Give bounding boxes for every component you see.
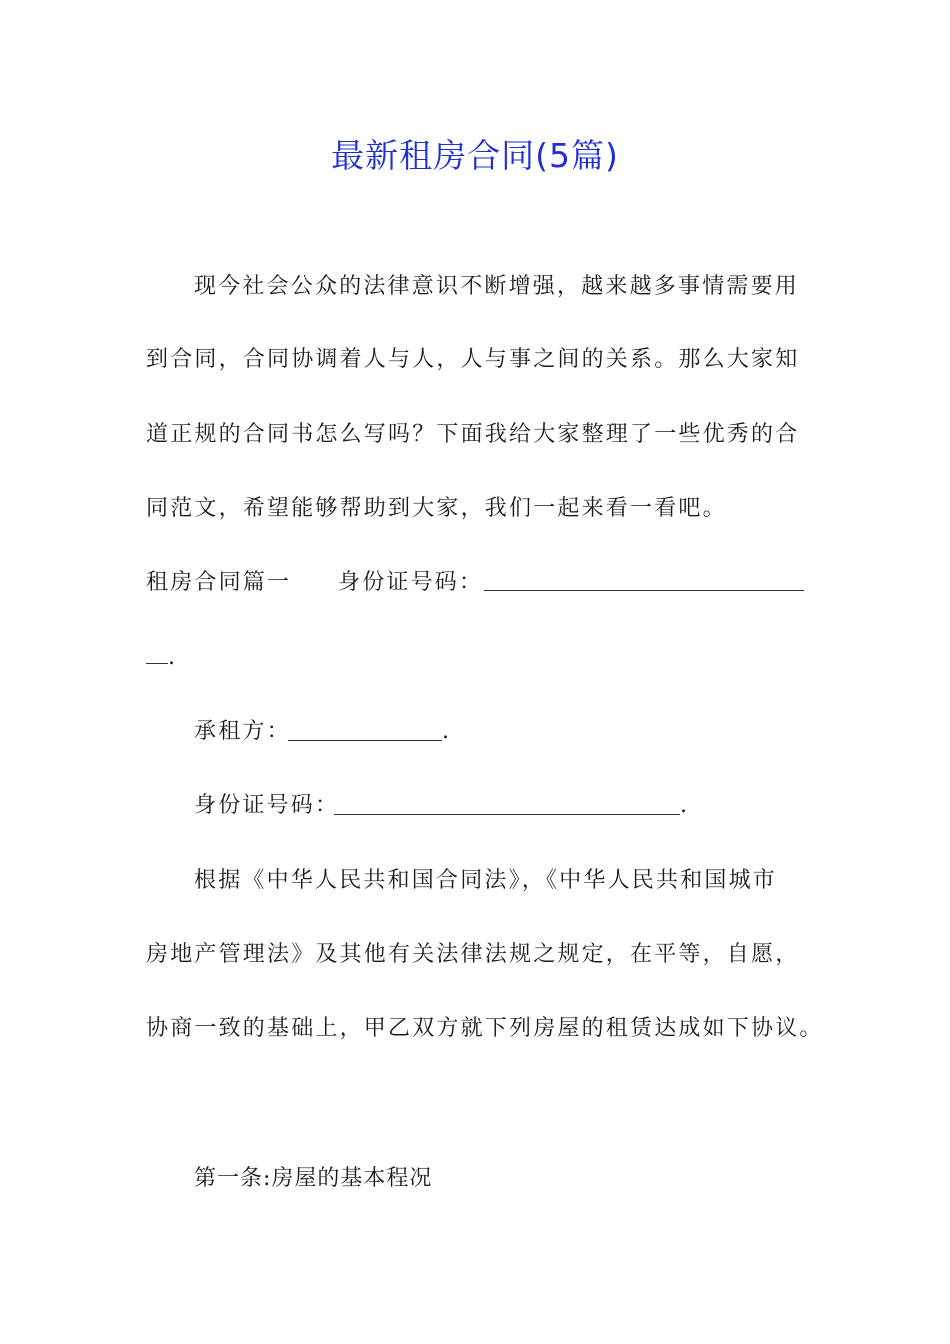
id-number-blank-2: [334, 794, 680, 815]
tenant-blank: [288, 720, 442, 741]
section-heading: 租房合同篇一: [146, 570, 292, 595]
intro-line-1: 现今社会公众的法律意识不断增强，越来越多事情需要用: [194, 274, 800, 299]
id-number-label-2: 身份证号码：: [194, 793, 340, 818]
id-number-label-1: 身份证号码：: [338, 570, 484, 595]
legal-basis-line-2: 房地产管理法》及其他有关法律法规之规定，在平等，自愿，: [146, 942, 800, 967]
intro-line-2: 到合同，合同协调着人与人，人与事之间的关系。那么大家知: [146, 347, 800, 372]
id-number-blank-1-cont: [146, 643, 168, 664]
tenant-period: .: [442, 719, 452, 744]
intro-line-3: 道正规的合同书怎么写吗？下面我给大家整理了一些优秀的合: [146, 422, 800, 447]
tenant-label: 承租方：: [194, 719, 291, 744]
id-period-2: .: [680, 793, 690, 818]
trailing-period-1: .: [168, 645, 178, 670]
id-number-blank-1: [484, 570, 804, 591]
legal-basis-line-3: 协商一致的基础上，甲乙双方就下列房屋的租赁达成如下协议。: [146, 1016, 824, 1041]
intro-line-4: 同范文，希望能够帮助到大家，我们一起来看一看吧。: [146, 496, 727, 521]
document-title: 最新租房合同(5篇): [331, 136, 619, 175]
legal-basis-line-1: 根据《中华人民共和国合同法》，《中华人民共和国城市: [194, 868, 778, 893]
article-1-heading: 第一条:房屋的基本程况: [194, 1166, 433, 1191]
